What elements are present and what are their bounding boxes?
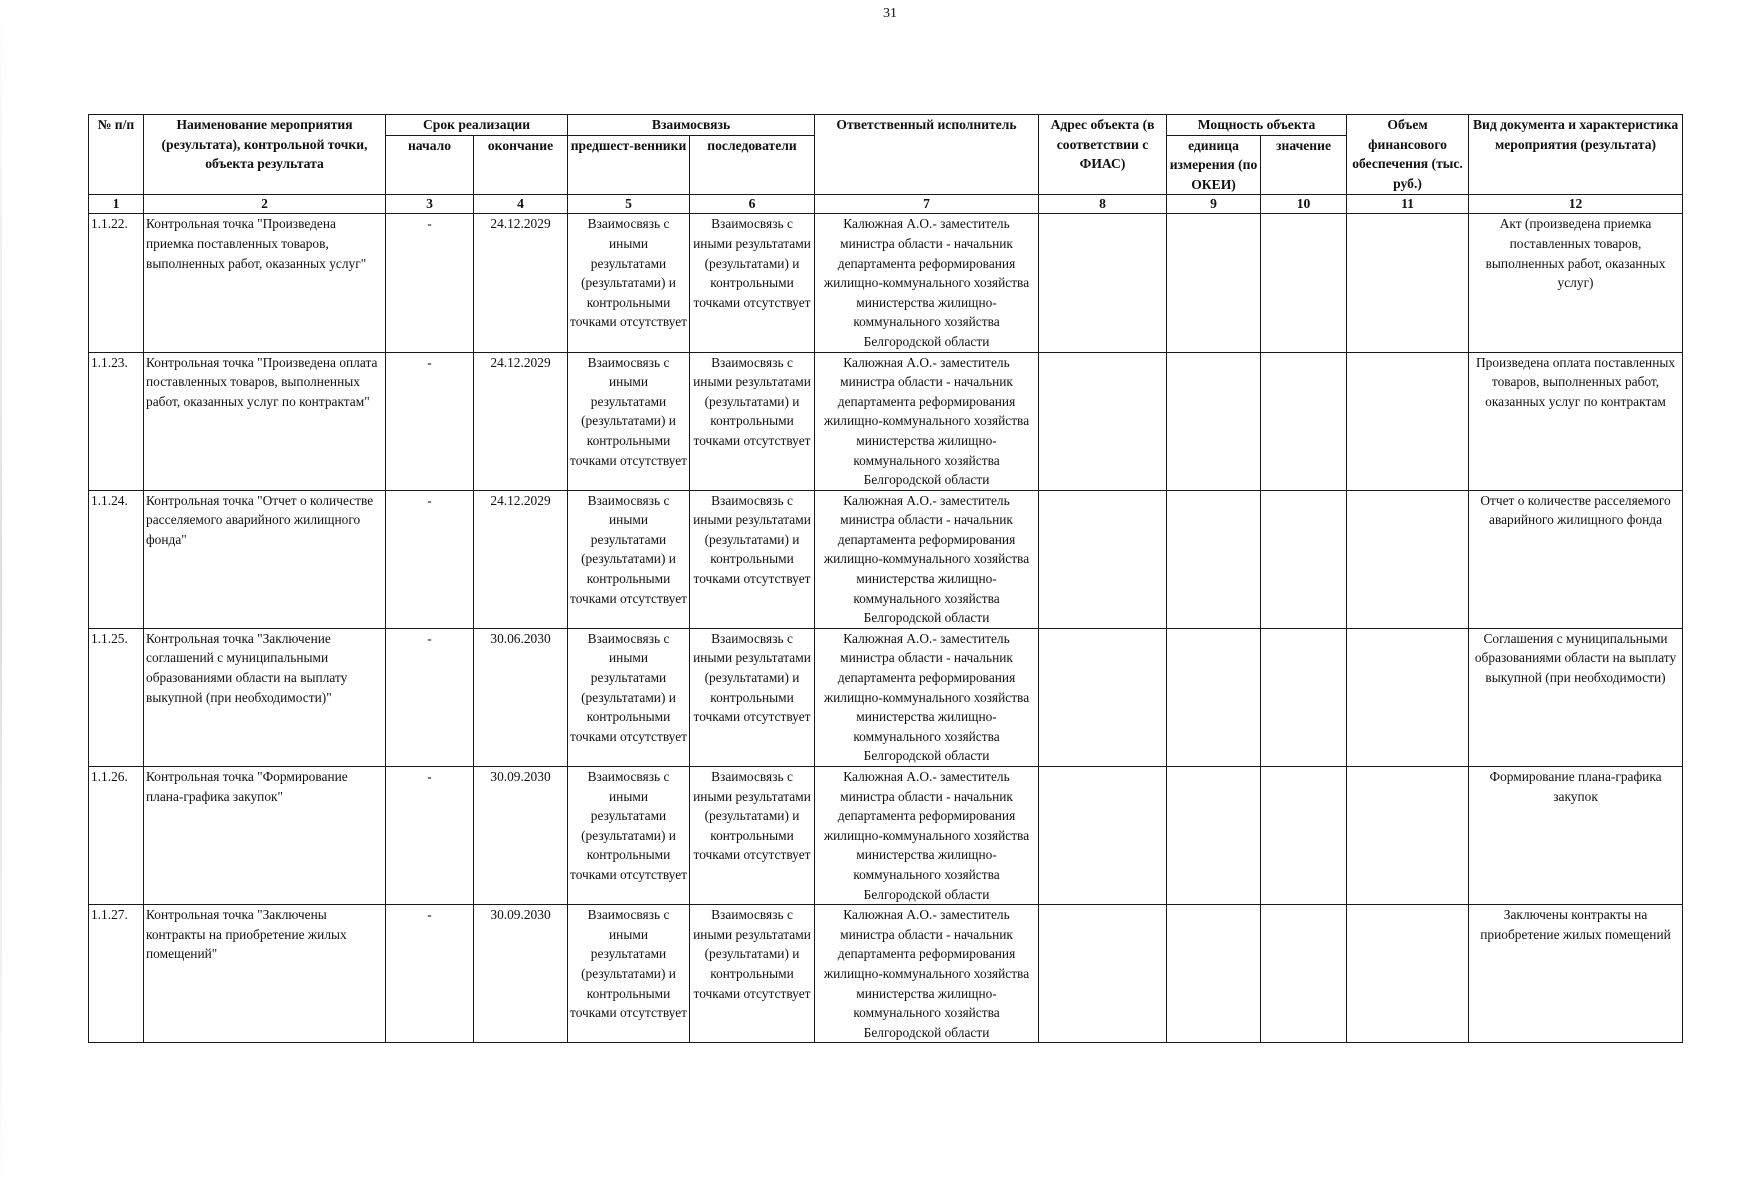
row-name: Контрольная точка "Заключение соглашений с муниципальными образованиями области на выплату выкупной (при необходимости)" [144, 628, 386, 766]
row-successors: Взаимосвязь с иными результатами (результатами) и контрольными точками отсутствует [690, 905, 815, 1043]
column-number: 8 [1039, 195, 1167, 214]
plan-table [88, 114, 1683, 1043]
row-number: 1.1.23. [89, 352, 144, 490]
scan-edge [0, 0, 2, 1200]
row-responsible: Калюжная А.О.- заместитель министра области - начальник департамента реформирования жилищно-коммунального хозяйства министерства жилищно-коммунального хозяйства Белгородской области [815, 352, 1039, 490]
row-number: 1.1.24. [89, 490, 144, 628]
row-successors: Взаимосвязь с иными результатами (результатами) и контрольными точками отсутствует [690, 352, 815, 490]
row-value [1261, 905, 1347, 1043]
row-finance [1347, 905, 1469, 1043]
row-responsible: Калюжная А.О.- заместитель министра области - начальник департамента реформирования жилищно-коммунального хозяйства министерства жилищно-коммунального хозяйства Белгородской области [815, 767, 1039, 905]
table-row [89, 905, 1683, 1043]
header-name: Наименование мероприятия (результата), контрольной точки, объекта результата [144, 115, 386, 195]
row-start: - [386, 214, 474, 352]
row-start: - [386, 905, 474, 1043]
row-document: Формирование плана-графика закупок [1469, 767, 1683, 905]
row-document: Отчет о количестве расселяемого аварийного жилищного фонда [1469, 490, 1683, 628]
row-unit [1167, 628, 1261, 766]
row-name: Контрольная точка "Формирование плана-графика закупок" [144, 767, 386, 905]
row-unit [1167, 352, 1261, 490]
row-address [1039, 214, 1167, 352]
header-link: Взаимосвязь [568, 115, 815, 136]
table-row [89, 628, 1683, 766]
row-document: Заключены контракты на приобретение жилых помещений [1469, 905, 1683, 1043]
row-number: 1.1.26. [89, 767, 144, 905]
row-address [1039, 767, 1167, 905]
row-name: Контрольная точка "Произведена оплата поставленных товаров, выполненных работ, оказанных услуг по контрактам" [144, 352, 386, 490]
column-number: 6 [690, 195, 815, 214]
row-name: Контрольная точка "Произведена приемка поставленных товаров, выполненных работ, оказанных услуг" [144, 214, 386, 352]
header-term-end: окончание [474, 135, 568, 195]
row-responsible: Калюжная А.О.- заместитель министра области - начальник департамента реформирования жилищно-коммунального хозяйства министерства жилищно-коммунального хозяйства Белгородской области [815, 214, 1039, 352]
row-predecessors: Взаимосвязь с иными результатами (результатами) и контрольными точками отсутствует [568, 628, 690, 766]
row-predecessors: Взаимосвязь с иными результатами (результатами) и контрольными точками отсутствует [568, 490, 690, 628]
row-unit [1167, 214, 1261, 352]
row-predecessors: Взаимосвязь с иными результатами (результатами) и контрольными точками отсутствует [568, 352, 690, 490]
row-address [1039, 490, 1167, 628]
column-number: 3 [386, 195, 474, 214]
row-address [1039, 352, 1167, 490]
row-end: 24.12.2029 [474, 490, 568, 628]
page-number: 31 [883, 6, 897, 21]
column-number: 11 [1347, 195, 1469, 214]
column-numbers-row [89, 195, 1683, 214]
row-predecessors: Взаимосвязь с иными результатами (результатами) и контрольными точками отсутствует [568, 905, 690, 1043]
row-start: - [386, 628, 474, 766]
header-term-start: начало [386, 135, 474, 195]
row-value [1261, 767, 1347, 905]
row-document: Соглашения с муниципальными образованиями области на выплату выкупной (при необходимости) [1469, 628, 1683, 766]
table-row [89, 214, 1683, 352]
row-end: 30.06.2030 [474, 628, 568, 766]
row-number: 1.1.25. [89, 628, 144, 766]
row-unit [1167, 490, 1261, 628]
header-address: Адрес объекта (в соответствии с ФИАС) [1039, 115, 1167, 195]
row-responsible: Калюжная А.О.- заместитель министра области - начальник департамента реформирования жилищно-коммунального хозяйства министерства жилищно-коммунального хозяйства Белгородской области [815, 628, 1039, 766]
row-finance [1347, 628, 1469, 766]
table-row [89, 490, 1683, 628]
row-start: - [386, 352, 474, 490]
row-finance [1347, 214, 1469, 352]
row-start: - [386, 767, 474, 905]
row-address [1039, 628, 1167, 766]
row-name: Контрольная точка "Заключены контракты на приобретение жилых помещений" [144, 905, 386, 1043]
row-end: 30.09.2030 [474, 767, 568, 905]
row-finance [1347, 352, 1469, 490]
row-end: 30.09.2030 [474, 905, 568, 1043]
header-capacity-value: значение [1261, 135, 1347, 195]
header-document: Вид документа и характеристика мероприятия (результата) [1469, 115, 1683, 195]
header-link-pred: предшест-венники [568, 135, 690, 195]
row-value [1261, 214, 1347, 352]
row-successors: Взаимосвязь с иными результатами (результатами) и контрольными точками отсутствует [690, 490, 815, 628]
row-number: 1.1.22. [89, 214, 144, 352]
row-successors: Взаимосвязь с иными результатами (результатами) и контрольными точками отсутствует [690, 628, 815, 766]
header-responsible: Ответственный исполнитель [815, 115, 1039, 195]
row-start: - [386, 490, 474, 628]
row-document: Акт (произведена приемка поставленных товаров, выполненных работ, оказанных услуг) [1469, 214, 1683, 352]
header-term: Срок реализации [386, 115, 568, 136]
row-predecessors: Взаимосвязь с иными результатами (результатами) и контрольными точками отсутствует [568, 214, 690, 352]
header-link-succ: последователи [690, 135, 815, 195]
header-capacity-unit: единица измерения (по ОКЕИ) [1167, 135, 1261, 195]
row-value [1261, 352, 1347, 490]
row-address [1039, 905, 1167, 1043]
row-end: 24.12.2029 [474, 214, 568, 352]
row-end: 24.12.2029 [474, 352, 568, 490]
row-predecessors: Взаимосвязь с иными результатами (результатами) и контрольными точками отсутствует [568, 767, 690, 905]
row-finance [1347, 767, 1469, 905]
header-num: № п/п [89, 115, 144, 195]
row-responsible: Калюжная А.О.- заместитель министра области - начальник департамента реформирования жилищно-коммунального хозяйства министерства жилищно-коммунального хозяйства Белгородской области [815, 905, 1039, 1043]
row-successors: Взаимосвязь с иными результатами (результатами) и контрольными точками отсутствует [690, 214, 815, 352]
row-finance [1347, 490, 1469, 628]
row-value [1261, 628, 1347, 766]
row-unit [1167, 767, 1261, 905]
row-number: 1.1.27. [89, 905, 144, 1043]
row-document: Произведена оплата поставленных товаров, выполненных работ, оказанных услуг по контрактам [1469, 352, 1683, 490]
column-number: 4 [474, 195, 568, 214]
column-number: 9 [1167, 195, 1261, 214]
table-row [89, 767, 1683, 905]
column-number: 5 [568, 195, 690, 214]
header-finance: Объем финансового обеспечения (тыс. руб.) [1347, 115, 1469, 195]
column-number: 12 [1469, 195, 1683, 214]
table-row [89, 352, 1683, 490]
column-number: 2 [144, 195, 386, 214]
row-value [1261, 490, 1347, 628]
row-unit [1167, 905, 1261, 1043]
row-successors: Взаимосвязь с иными результатами (результатами) и контрольными точками отсутствует [690, 767, 815, 905]
column-number: 10 [1261, 195, 1347, 214]
header-capacity: Мощность объекта [1167, 115, 1347, 136]
column-number: 1 [89, 195, 144, 214]
column-number: 7 [815, 195, 1039, 214]
row-responsible: Калюжная А.О.- заместитель министра области - начальник департамента реформирования жилищно-коммунального хозяйства министерства жилищно-коммунального хозяйства Белгородской области [815, 490, 1039, 628]
row-name: Контрольная точка "Отчет о количестве расселяемого аварийного жилищного фонда" [144, 490, 386, 628]
